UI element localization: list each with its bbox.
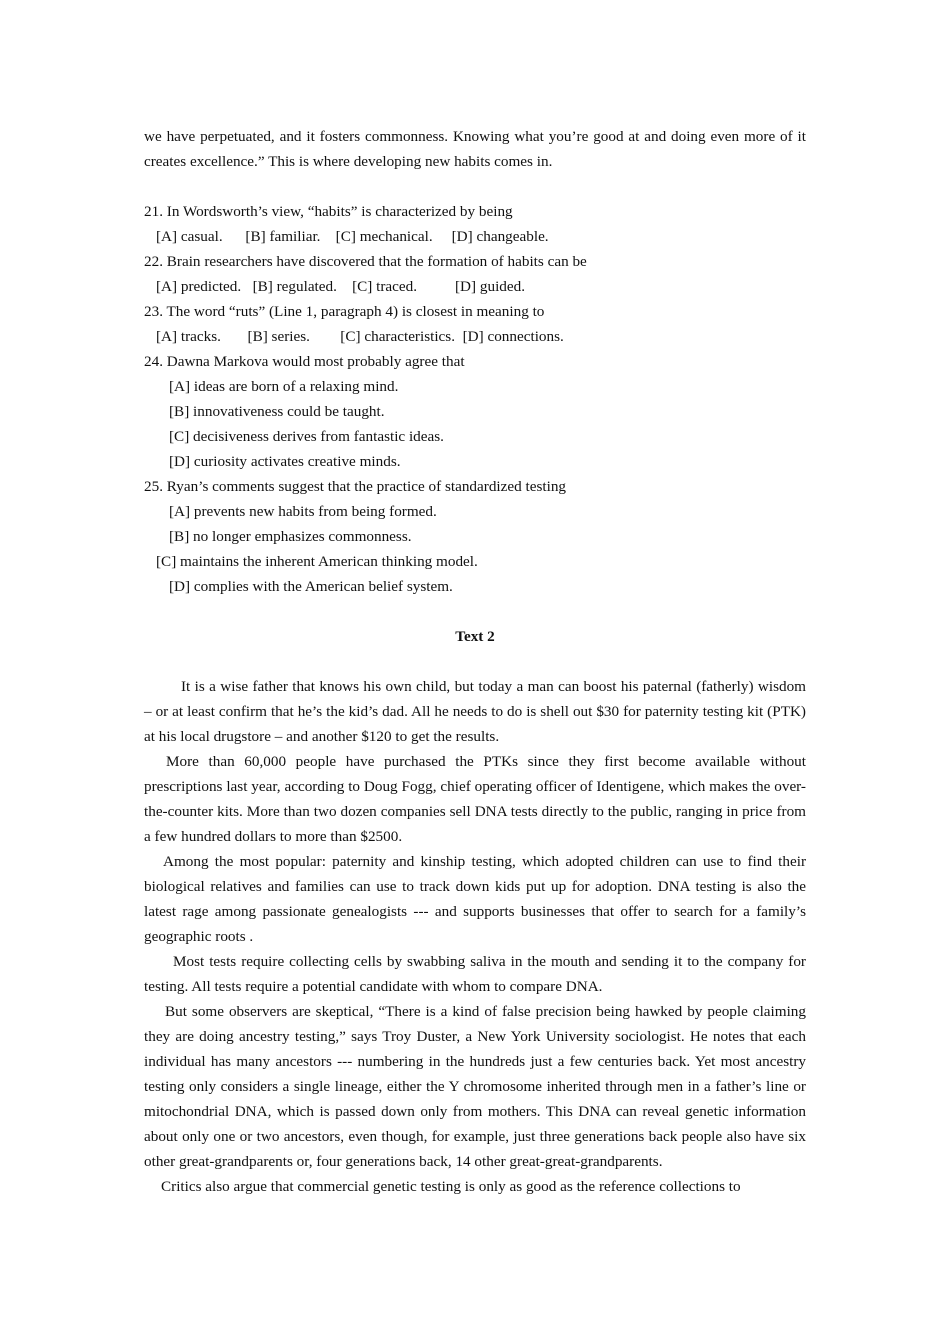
question-21 xyxy=(144,199,806,249)
text2-paragraph: More than 60,000 people have purchased the PTKs since they first become available without prescriptions last year, according to Doug Fogg, chief operating officer of Identigene, which makes the over-the-counter kits. More than two dozen companies sell DNA tests directly to the public, ranging in price from a few hundred dollars to more than $2500. xyxy=(144,753,806,845)
question-options: [A] casual. [B] familiar. [C] mechanical. [D] changeable. xyxy=(156,228,549,245)
question-stem: 23. The word “ruts” (Line 1, paragraph 4) is closest in meaning to xyxy=(144,303,545,320)
question-option: [A] prevents new habits from being formed. xyxy=(169,503,437,520)
question-25 xyxy=(144,474,806,599)
text2-paragraph: But some observers are skeptical, “There is a kind of false precision being hawked by people claiming they are doing ancestry testing,” says Troy Duster, a New York University sociologist. He notes that each individual has many ancestors --- numbering in the hundreds just a few centuries back. Yet most ancestry testing only considers a single lineage, either the Y chromosome inherited through men in a father’s line or mitochondrial DNA, which is passed down only from mothers. This DNA can reveal genetic information about only one or two ancestors, even though, for example, just three generations back people also have six other great-grandparents or, four generations back, 14 other great-great-grandparents. xyxy=(144,1003,806,1170)
question-24 xyxy=(144,349,806,474)
question-option: [A] ideas are born of a relaxing mind. xyxy=(169,378,399,395)
text2-paragraph: Among the most popular: paternity and kinship testing, which adopted children can use to find their biological relatives and families can use to track down kids put up for adoption. DNA testing is also the latest rage among passionate genealogists --- and supports businesses that offer to search for a family’s geographic roots . xyxy=(144,853,806,945)
text2-paragraph: Critics also argue that commercial genetic testing is only as good as the reference collections to xyxy=(161,1178,741,1195)
question-stem: 24. Dawna Markova would most probably agree that xyxy=(144,353,465,370)
question-options: [A] tracks. [B] series. [C] characteristics. [D] connections. xyxy=(156,328,564,345)
question-stem: 22. Brain researchers have discovered that the formation of habits can be xyxy=(144,253,587,270)
question-stem: 25. Ryan’s comments suggest that the practice of standardized testing xyxy=(144,478,567,495)
section-heading: Text 2 xyxy=(455,628,495,645)
text2-paragraph: Most tests require collecting cells by swabbing saliva in the mouth and sending it to the company for testing. All tests require a potential candidate with whom to compare DNA. xyxy=(144,953,806,995)
document-page xyxy=(144,124,806,1199)
question-23 xyxy=(144,299,806,349)
question-option: [C] maintains the inherent American thinking model. xyxy=(156,553,478,570)
spacer xyxy=(144,599,806,624)
spacer xyxy=(144,174,806,199)
question-22 xyxy=(144,249,806,299)
question-option: [B] no longer emphasizes commonness. xyxy=(169,528,412,545)
question-stem: 21. In Wordsworth’s view, “habits” is characterized by being xyxy=(144,203,513,220)
question-option: [D] complies with the American belief system. xyxy=(169,578,453,595)
question-option: [B] innovativeness could be taught. xyxy=(169,403,385,420)
question-option: [C] decisiveness derives from fantastic ideas. xyxy=(169,428,444,445)
question-options: [A] predicted. [B] regulated. [C] traced. [D] guided. xyxy=(156,278,526,295)
spacer xyxy=(144,649,806,674)
question-option: [D] curiosity activates creative minds. xyxy=(169,453,401,470)
intro-paragraph: we have perpetuated, and it fosters commonness. Knowing what you’re good at and doing even more of it creates excellence.” This is where developing new habits comes in. xyxy=(144,128,806,170)
text2-paragraph: It is a wise father that knows his own child, but today a man can boost his paternal (fatherly) wisdom – or at least confirm that he’s the kid’s dad. All he needs to do is shell out $30 for paternity testing kit (PTK) at his local drugstore – and another $120 to get the results. xyxy=(144,678,806,745)
